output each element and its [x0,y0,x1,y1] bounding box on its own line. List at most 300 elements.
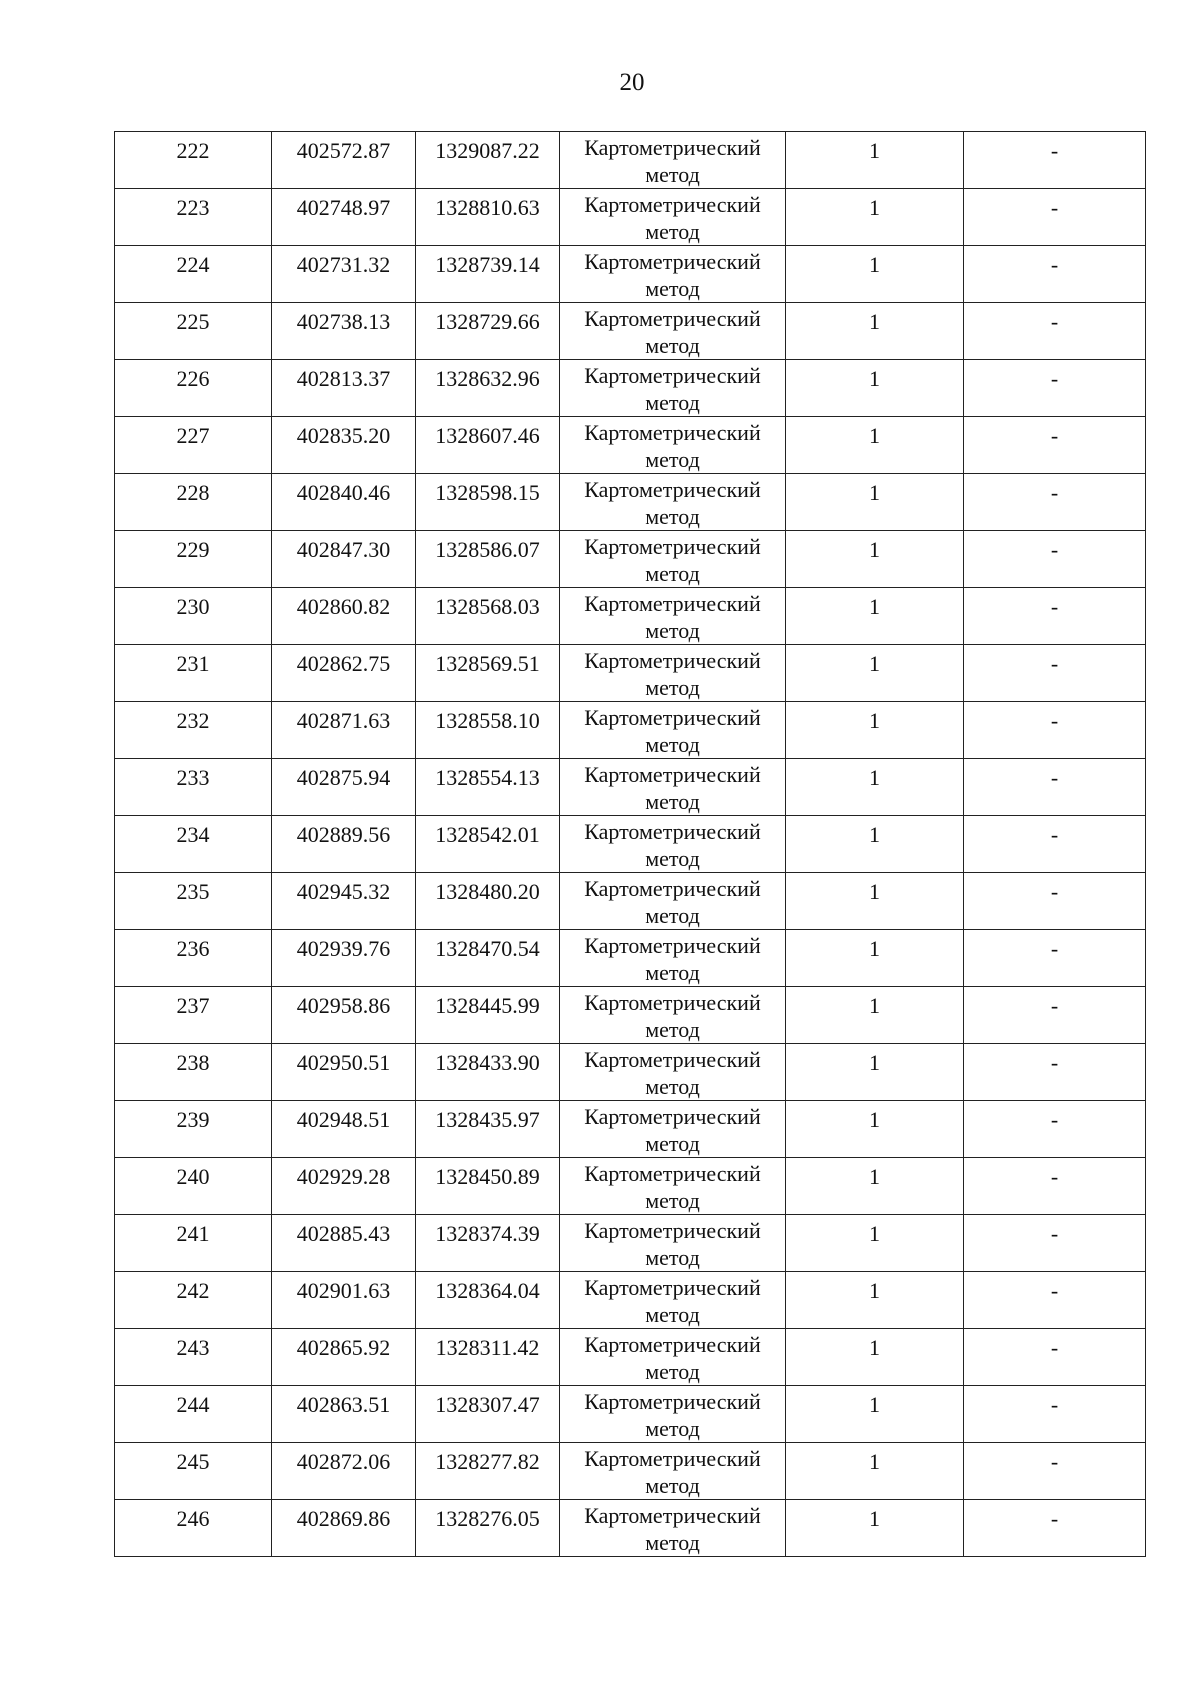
point-number-cell-text: 233 [176,765,210,790]
x-coordinate-cell-text: 402948.51 [296,1107,391,1132]
y-coordinate-cell [416,1044,560,1101]
y-coordinate-cell [416,1272,560,1329]
point-number-cell [115,987,272,1044]
point-number-cell-text: 231 [176,651,210,676]
x-coordinate-cell [272,873,416,930]
x-coordinate-cell-text: 402748.97 [296,195,391,220]
method-cell-text: Картометрический метод [584,1161,761,1213]
x-coordinate-cell-text: 402813.37 [296,366,391,391]
accuracy-cell-text: 1 [869,708,880,733]
y-coordinate-cell-text: 1328433.90 [435,1050,540,1075]
coordinates-table [114,131,1146,1557]
method-cell [560,1443,786,1500]
note-cell [964,1101,1146,1158]
y-coordinate-cell-text: 1328480.20 [435,879,540,904]
point-number-cell-text: 230 [176,594,210,619]
accuracy-cell-text: 1 [869,1392,880,1417]
method-cell [560,246,786,303]
note-cell-text: - [1050,366,1059,391]
accuracy-cell [786,759,964,816]
note-cell-text: - [1050,138,1059,163]
point-number-cell-text: 235 [176,879,210,904]
point-number-cell [115,645,272,702]
coordinates-table-body [115,132,1146,1557]
y-coordinate-cell-text: 1328364.04 [435,1278,540,1303]
table-row [115,303,1146,360]
accuracy-cell [786,132,964,189]
point-number-cell [115,531,272,588]
note-cell-text: - [1050,651,1059,676]
accuracy-cell [786,1500,964,1557]
accuracy-cell [786,588,964,645]
y-coordinate-cell-text: 1328739.14 [435,252,540,277]
x-coordinate-cell-text: 402872.06 [296,1449,391,1474]
method-cell [560,132,786,189]
table-row [115,873,1146,930]
point-number-cell [115,1044,272,1101]
y-coordinate-cell [416,1500,560,1557]
accuracy-cell-text: 1 [869,1506,880,1531]
note-cell [964,360,1146,417]
x-coordinate-cell [272,474,416,531]
x-coordinate-cell [272,1158,416,1215]
note-cell-text: - [1050,822,1059,847]
table-row [115,1500,1146,1557]
accuracy-cell-text: 1 [869,1050,880,1075]
y-coordinate-cell [416,1386,560,1443]
method-cell [560,759,786,816]
y-coordinate-cell-text: 1328598.15 [435,480,540,505]
note-cell [964,303,1146,360]
x-coordinate-cell-text: 402950.51 [296,1050,391,1075]
table-row [115,1158,1146,1215]
x-coordinate-cell [272,417,416,474]
method-cell [560,474,786,531]
method-cell [560,1329,786,1386]
point-number-cell-text: 239 [176,1107,210,1132]
note-cell [964,816,1146,873]
note-cell-text: - [1050,423,1059,448]
x-coordinate-cell-text: 402871.63 [296,708,391,733]
x-coordinate-cell-text: 402840.46 [296,480,391,505]
note-cell [964,189,1146,246]
method-cell-text: Картометрический метод [584,1332,761,1384]
accuracy-cell [786,474,964,531]
method-cell [560,1158,786,1215]
method-cell-text: Картометрический метод [584,990,761,1042]
x-coordinate-cell [272,1272,416,1329]
point-number-cell-text: 227 [176,423,210,448]
method-cell [560,930,786,987]
x-coordinate-cell-text: 402738.13 [296,309,391,334]
accuracy-cell-text: 1 [869,366,880,391]
point-number-cell [115,189,272,246]
x-coordinate-cell [272,1386,416,1443]
y-coordinate-cell-text: 1328558.10 [435,708,540,733]
note-cell-text: - [1050,993,1059,1018]
x-coordinate-cell-text: 402860.82 [296,594,391,619]
method-cell [560,645,786,702]
x-coordinate-cell-text: 402939.76 [296,936,391,961]
point-number-cell-text: 237 [176,993,210,1018]
point-number-cell [115,246,272,303]
accuracy-cell [786,987,964,1044]
x-coordinate-cell-text: 402929.28 [296,1164,391,1189]
table-row [115,930,1146,987]
y-coordinate-cell-text: 1328542.01 [435,822,540,847]
accuracy-cell-text: 1 [869,936,880,961]
point-number-cell [115,360,272,417]
method-cell [560,1386,786,1443]
method-cell-text: Картометрический метод [584,1047,761,1099]
method-cell [560,1500,786,1557]
note-cell-text: - [1050,252,1059,277]
point-number-cell-text: 245 [176,1449,210,1474]
accuracy-cell-text: 1 [869,651,880,676]
method-cell-text: Картометрический метод [584,591,761,643]
method-cell-text: Картометрический метод [584,249,761,301]
method-cell [560,303,786,360]
accuracy-cell [786,816,964,873]
y-coordinate-cell-text: 1328810.63 [435,195,540,220]
x-coordinate-cell [272,1329,416,1386]
x-coordinate-cell [272,1044,416,1101]
point-number-cell [115,702,272,759]
accuracy-cell-text: 1 [869,537,880,562]
accuracy-cell [786,531,964,588]
note-cell-text: - [1050,537,1059,562]
method-cell-text: Картометрический метод [584,420,761,472]
table-row [115,1272,1146,1329]
method-cell [560,531,786,588]
point-number-cell-text: 228 [176,480,210,505]
point-number-cell [115,588,272,645]
accuracy-cell [786,246,964,303]
point-number-cell-text: 234 [176,822,210,847]
method-cell [560,417,786,474]
method-cell-text: Картометрический метод [584,363,761,415]
y-coordinate-cell-text: 1328632.96 [435,366,540,391]
method-cell [560,1044,786,1101]
accuracy-cell-text: 1 [869,423,880,448]
x-coordinate-cell [272,246,416,303]
method-cell-text: Картометрический метод [584,1104,761,1156]
point-number-cell-text: 232 [176,708,210,733]
y-coordinate-cell-text: 1328307.47 [435,1392,540,1417]
table-row [115,531,1146,588]
note-cell [964,759,1146,816]
x-coordinate-cell-text: 402889.56 [296,822,391,847]
point-number-cell-text: 223 [176,195,210,220]
y-coordinate-cell [416,759,560,816]
table-row [115,189,1146,246]
table-row [115,588,1146,645]
point-number-cell [115,759,272,816]
x-coordinate-cell-text: 402863.51 [296,1392,391,1417]
note-cell-text: - [1050,195,1059,220]
method-cell [560,1101,786,1158]
x-coordinate-cell-text: 402572.87 [296,138,391,163]
x-coordinate-cell-text: 402901.63 [296,1278,391,1303]
method-cell-text: Картометрический метод [584,534,761,586]
note-cell [964,1044,1146,1101]
note-cell-text: - [1050,1392,1059,1417]
x-coordinate-cell-text: 402731.32 [296,252,391,277]
point-number-cell-text: 222 [176,138,210,163]
x-coordinate-cell [272,759,416,816]
y-coordinate-cell-text: 1328586.07 [435,537,540,562]
point-number-cell [115,1443,272,1500]
point-number-cell-text: 240 [176,1164,210,1189]
table-row [115,1386,1146,1443]
note-cell-text: - [1050,309,1059,334]
point-number-cell-text: 238 [176,1050,210,1075]
table-row [115,816,1146,873]
table-row [115,417,1146,474]
accuracy-cell-text: 1 [869,822,880,847]
y-coordinate-cell [416,303,560,360]
y-coordinate-cell [416,873,560,930]
accuracy-cell-text: 1 [869,138,880,163]
y-coordinate-cell [416,645,560,702]
accuracy-cell [786,1386,964,1443]
point-number-cell [115,1272,272,1329]
point-number-cell-text: 229 [176,537,210,562]
accuracy-cell-text: 1 [869,1449,880,1474]
y-coordinate-cell-text: 1328569.51 [435,651,540,676]
y-coordinate-cell [416,987,560,1044]
x-coordinate-cell [272,702,416,759]
method-cell [560,702,786,759]
note-cell [964,132,1146,189]
x-coordinate-cell [272,1500,416,1557]
x-coordinate-cell [272,1215,416,1272]
y-coordinate-cell-text: 1328374.39 [435,1221,540,1246]
point-number-cell [115,1101,272,1158]
point-number-cell [115,1386,272,1443]
point-number-cell-text: 241 [176,1221,210,1246]
note-cell-text: - [1050,1449,1059,1474]
note-cell [964,645,1146,702]
note-cell [964,1215,1146,1272]
accuracy-cell [786,360,964,417]
accuracy-cell [786,189,964,246]
table-row [115,474,1146,531]
method-cell-text: Картометрический метод [584,135,761,187]
note-cell [964,1443,1146,1500]
note-cell [964,531,1146,588]
x-coordinate-cell [272,303,416,360]
point-number-cell [115,1500,272,1557]
method-cell [560,987,786,1044]
note-cell [964,930,1146,987]
method-cell-text: Картометрический метод [584,1218,761,1270]
y-coordinate-cell [416,1443,560,1500]
y-coordinate-cell [416,816,560,873]
point-number-cell-text: 224 [176,252,210,277]
method-cell-text: Картометрический метод [584,192,761,244]
accuracy-cell-text: 1 [869,1164,880,1189]
table-row [115,1215,1146,1272]
point-number-cell [115,303,272,360]
method-cell [560,588,786,645]
note-cell-text: - [1050,879,1059,904]
note-cell-text: - [1050,1278,1059,1303]
y-coordinate-cell [416,360,560,417]
x-coordinate-cell [272,1101,416,1158]
note-cell [964,474,1146,531]
note-cell [964,246,1146,303]
accuracy-cell [786,303,964,360]
y-coordinate-cell-text: 1328277.82 [435,1449,540,1474]
x-coordinate-cell-text: 402958.86 [296,993,391,1018]
y-coordinate-cell [416,246,560,303]
y-coordinate-cell [416,702,560,759]
x-coordinate-cell [272,588,416,645]
x-coordinate-cell-text: 402869.86 [296,1506,391,1531]
y-coordinate-cell-text: 1328450.89 [435,1164,540,1189]
x-coordinate-cell [272,645,416,702]
method-cell-text: Картометрический метод [584,1446,761,1498]
x-coordinate-cell [272,816,416,873]
note-cell [964,417,1146,474]
x-coordinate-cell [272,930,416,987]
accuracy-cell [786,1158,964,1215]
method-cell-text: Картометрический метод [584,306,761,358]
y-coordinate-cell [416,417,560,474]
accuracy-cell-text: 1 [869,309,880,334]
method-cell [560,189,786,246]
x-coordinate-cell [272,132,416,189]
method-cell [560,360,786,417]
table-row [115,360,1146,417]
y-coordinate-cell [416,474,560,531]
table-row [115,987,1146,1044]
page-number: 20 [619,69,645,96]
note-cell-text: - [1050,480,1059,505]
y-coordinate-cell-text: 1328554.13 [435,765,540,790]
method-cell-text: Картометрический метод [584,477,761,529]
accuracy-cell [786,1272,964,1329]
table-row [115,246,1146,303]
y-coordinate-cell [416,189,560,246]
point-number-cell-text: 244 [176,1392,210,1417]
y-coordinate-cell [416,1101,560,1158]
point-number-cell [115,474,272,531]
accuracy-cell-text: 1 [869,195,880,220]
note-cell [964,1329,1146,1386]
y-coordinate-cell [416,1215,560,1272]
method-cell-text: Картометрический метод [584,1389,761,1441]
method-cell-text: Картометрический метод [584,876,761,928]
accuracy-cell [786,1101,964,1158]
accuracy-cell [786,702,964,759]
accuracy-cell-text: 1 [869,879,880,904]
y-coordinate-cell [416,588,560,645]
y-coordinate-cell-text: 1328470.54 [435,936,540,961]
table-row [115,645,1146,702]
note-cell [964,1158,1146,1215]
method-cell-text: Картометрический метод [584,1503,761,1555]
note-cell-text: - [1050,1506,1059,1531]
note-cell-text: - [1050,1050,1059,1075]
y-coordinate-cell-text: 1328568.03 [435,594,540,619]
x-coordinate-cell-text: 402865.92 [296,1335,391,1360]
point-number-cell-text: 236 [176,936,210,961]
accuracy-cell-text: 1 [869,594,880,619]
method-cell-text: Картометрический метод [584,933,761,985]
note-cell [964,873,1146,930]
x-coordinate-cell-text: 402945.32 [296,879,391,904]
point-number-cell-text: 226 [176,366,210,391]
note-cell-text: - [1050,765,1059,790]
note-cell [964,1500,1146,1557]
accuracy-cell [786,1215,964,1272]
point-number-cell [115,873,272,930]
accuracy-cell-text: 1 [869,993,880,1018]
point-number-cell [115,1158,272,1215]
y-coordinate-cell-text: 1328276.05 [435,1506,540,1531]
accuracy-cell [786,645,964,702]
point-number-cell [115,930,272,987]
accuracy-cell [786,873,964,930]
note-cell-text: - [1050,708,1059,733]
y-coordinate-cell [416,531,560,588]
method-cell [560,1215,786,1272]
point-number-cell-text: 225 [176,309,210,334]
y-coordinate-cell [416,132,560,189]
table-row [115,1044,1146,1101]
point-number-cell [115,132,272,189]
point-number-cell-text: 242 [176,1278,210,1303]
method-cell [560,873,786,930]
x-coordinate-cell [272,531,416,588]
accuracy-cell-text: 1 [869,1221,880,1246]
note-cell [964,702,1146,759]
method-cell [560,816,786,873]
accuracy-cell-text: 1 [869,765,880,790]
note-cell-text: - [1050,936,1059,961]
accuracy-cell [786,1443,964,1500]
y-coordinate-cell-text: 1328311.42 [435,1335,540,1360]
note-cell-text: - [1050,1335,1059,1360]
accuracy-cell-text: 1 [869,252,880,277]
note-cell [964,987,1146,1044]
point-number-cell [115,1215,272,1272]
table-row [115,1443,1146,1500]
y-coordinate-cell [416,1329,560,1386]
table-row [115,1101,1146,1158]
y-coordinate-cell [416,1158,560,1215]
note-cell-text: - [1050,1221,1059,1246]
method-cell-text: Картометрический метод [584,648,761,700]
note-cell-text: - [1050,1107,1059,1132]
table-row [115,1329,1146,1386]
accuracy-cell-text: 1 [869,1107,880,1132]
x-coordinate-cell-text: 402835.20 [296,423,391,448]
x-coordinate-cell [272,1443,416,1500]
accuracy-cell-text: 1 [869,1335,880,1360]
table-row [115,702,1146,759]
point-number-cell [115,816,272,873]
x-coordinate-cell-text: 402875.94 [296,765,391,790]
y-coordinate-cell [416,930,560,987]
accuracy-cell-text: 1 [869,1278,880,1303]
accuracy-cell-text: 1 [869,480,880,505]
accuracy-cell [786,1044,964,1101]
method-cell [560,1272,786,1329]
x-coordinate-cell [272,987,416,1044]
